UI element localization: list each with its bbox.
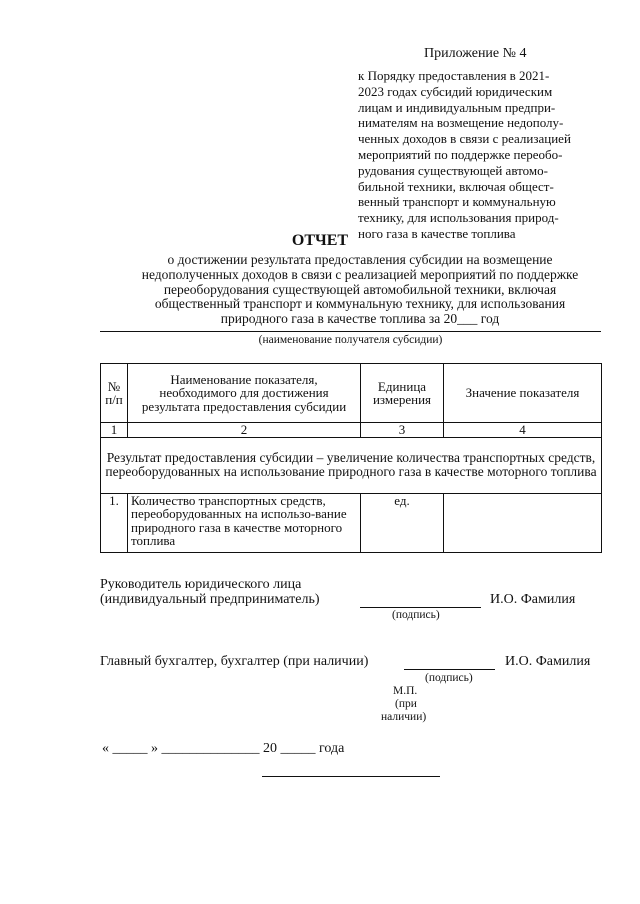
subtitle-line: общественный транспорт и коммунальную технику, для использования (154, 296, 566, 312)
accountant-name: И.О. Фамилия (505, 654, 591, 669)
accountant-signature-line[interactable] (404, 669, 495, 670)
row-number: 1. (101, 493, 128, 552)
appendix-line: ченных доходов в связи с реализацией (358, 131, 571, 147)
row-indicator-name: Количество транспортных средств, переоборудованных на использо-вание природного газа в качестве моторного топлива (128, 493, 361, 552)
head-title-line2: (индивидуальный предприниматель) (100, 592, 320, 607)
head-signature-line[interactable] (360, 607, 481, 608)
appendix-line: ного газа в качестве топлива (358, 225, 516, 241)
column-number: 3 (361, 423, 444, 438)
subtitle-line: недополученных доходов в связи с реализацией мероприятий по поддержке (141, 266, 579, 282)
row-value-cell[interactable] (444, 493, 602, 552)
stamp-label: М.П. (393, 685, 418, 697)
subtitle-line: о достижении результата предоставления субсидии на возмещение (167, 252, 553, 267)
head-signature-caption: (подпись) (392, 609, 440, 621)
indicator-table (100, 363, 602, 553)
head-title-line1: Руководитель юридического лица (100, 577, 302, 592)
header-cell-number: № п/п (101, 364, 128, 423)
appendix-reference (358, 68, 600, 242)
result-row (101, 437, 602, 493)
header-cell-unit: Единица измерения (361, 364, 444, 423)
appendix-line: бильной техники, включая общест- (358, 178, 554, 194)
appendix-title: Приложение № 4 (424, 46, 527, 61)
accountant-title: Главный бухгалтер, бухгалтер (при наличии) (100, 654, 369, 669)
column-number-row (101, 423, 602, 438)
appendix-line: мероприятий по поддержке переобо- (358, 146, 563, 162)
table-row (101, 493, 602, 552)
report-subtitle (100, 253, 620, 327)
header-cell-value: Значение показателя (444, 364, 602, 423)
appendix-line: к Порядку предоставления в 2021- (358, 68, 550, 83)
appendix-line: 2023 годах субсидий юридическим (358, 83, 553, 99)
appendix-line: лицам и индивидуальным предпри- (358, 99, 556, 115)
table-header-row (101, 364, 602, 423)
recipient-caption: (наименование получателя субсидии) (258, 334, 443, 346)
date-line[interactable]: « _____ » ______________ 20 _____ года (102, 741, 345, 756)
subtitle-line: переоборудования существующей автомобильной техники, включая (163, 281, 557, 297)
header-cell-indicator: Наименование показателя, необходимого для достижения результата предоставления субсидии (128, 364, 361, 423)
result-description: Результат предоставления субсидии – увеличение количества транспортных средств, переоборудованных на использование природного газа в качестве моторного топлива (101, 437, 602, 493)
column-number: 4 (444, 423, 602, 438)
appendix-line: нимателям на возмещение недополу- (358, 115, 564, 131)
appendix-line: рудования существующей автомо- (358, 162, 548, 178)
stamp-label: наличии) (381, 711, 427, 723)
stamp-label: (при (395, 698, 417, 710)
bottom-signature-line[interactable] (262, 776, 440, 777)
subtitle-line: природного газа в качестве топлива за 20___ год (220, 311, 500, 327)
accountant-signature-caption: (подпись) (425, 672, 473, 684)
column-number: 1 (101, 423, 128, 438)
appendix-line: технику, для использования природ- (358, 210, 559, 226)
head-name: И.О. Фамилия (490, 592, 576, 607)
column-number: 2 (128, 423, 361, 438)
recipient-name-line[interactable] (100, 331, 601, 332)
row-unit: ед. (361, 493, 444, 552)
appendix-line: венный транспорт и коммунальную (358, 194, 556, 210)
report-title: ОТЧЕТ (291, 232, 349, 249)
